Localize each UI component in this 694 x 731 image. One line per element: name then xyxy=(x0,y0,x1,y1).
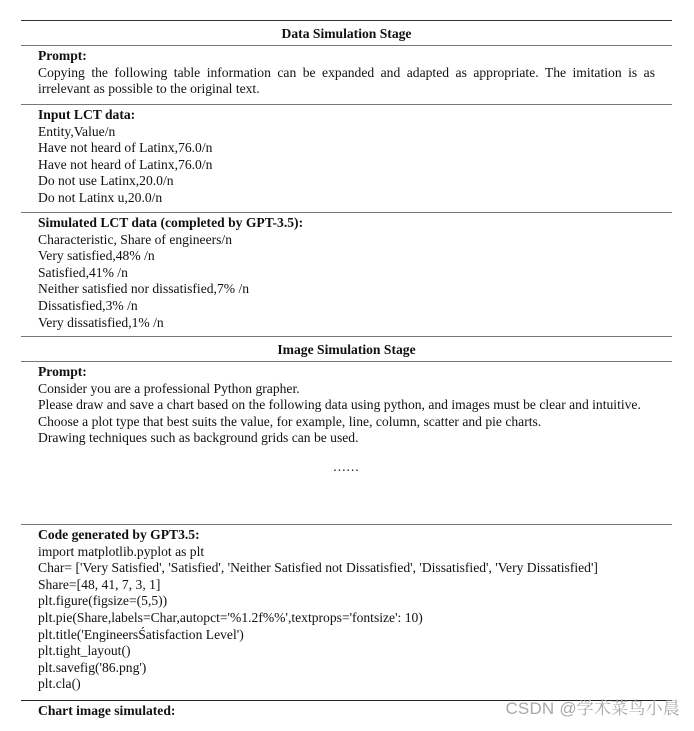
image-prompt-line: Please draw and save a chart based on the following data using python, and images must be clear and intuitive. xyxy=(38,397,641,413)
simulated-lct-line: Very satisfied,48% /n xyxy=(38,248,155,264)
data-prompt-text: Copying the following table information can be expanded and adapted as appropriate. The imitation is as irrelevant as possible to the original text. xyxy=(38,64,655,97)
simulated-lct-line: Dissatisfied,3% /n xyxy=(38,297,138,313)
image-prompt-line: Consider you are a professional Python grapher. xyxy=(38,380,300,396)
data-prompt-cell xyxy=(21,46,672,105)
code-line: Share=[48, 41, 7, 3, 1] xyxy=(38,576,161,592)
code-title: Code generated by GPT3.5: xyxy=(38,527,200,542)
ellipsis: ...... xyxy=(333,458,360,474)
image-prompt-line: Choose a plot type that best suits the value, for example, line, column, scatter and pie charts. xyxy=(38,413,542,429)
input-lct-line: Do not Latinx u,20.0/n xyxy=(38,189,163,205)
input-lct-cell xyxy=(21,105,672,213)
simulated-lct-cell xyxy=(21,213,672,337)
input-lct-line: Do not use Latinx,20.0/n xyxy=(38,173,174,189)
image-simulation-stage-header: Image Simulation Stage xyxy=(21,337,672,362)
code-line: import matplotlib.pyplot as plt xyxy=(38,543,205,559)
code-line: plt.savefig('86.png') xyxy=(38,659,147,675)
image-prompt-title: Prompt: xyxy=(38,364,87,379)
input-lct-line: Have not heard of Latinx,76.0/n xyxy=(38,140,213,156)
chart-image-title: Chart image simulated: xyxy=(38,703,176,718)
watermark: CSDN @学术菜鸟小晨 xyxy=(505,699,680,718)
simulated-lct-line: Characteristic, Share of engineers/n xyxy=(38,231,233,247)
simulated-lct-line: Satisfied,41% /n xyxy=(38,264,128,280)
simulated-lct-line: Very dissatisfied,1% /n xyxy=(38,314,164,330)
input-lct-line: Entity,Value/n xyxy=(38,123,116,139)
code-line: plt.tight_layout() xyxy=(38,643,131,659)
code-cell xyxy=(21,525,672,701)
code-line: plt.cla() xyxy=(38,676,81,692)
input-lct-title: Input LCT data: xyxy=(38,107,136,122)
simulated-lct-line: Neither satisfied nor dissatisfied,7% /n xyxy=(38,281,250,297)
code-line: plt.title('EngineersŚatisfaction Level') xyxy=(38,626,244,642)
input-lct-line: Have not heard of Latinx,76.0/n xyxy=(38,156,213,172)
data-prompt-title: Prompt: xyxy=(38,48,87,63)
code-line: plt.pie(Share,labels=Char,autopct='%1.2f%%',textprops='fontsize': 10) xyxy=(38,609,423,625)
image-prompt-line: Drawing techniques such as background grids can be used. xyxy=(38,430,359,446)
code-line: plt.figure(figsize=(5,5)) xyxy=(38,593,168,609)
simulation-table xyxy=(21,20,672,722)
data-simulation-stage-header: Data Simulation Stage xyxy=(21,21,672,46)
code-line: Char= ['Very Satisfied', 'Satisfied', 'Neither Satisfied not Dissatisfied', 'Dissatisfied', 'Very Dissatisfied'] xyxy=(38,560,598,576)
simulated-lct-title: Simulated LCT data (completed by GPT-3.5): xyxy=(38,215,304,230)
image-prompt-cell xyxy=(21,362,672,525)
